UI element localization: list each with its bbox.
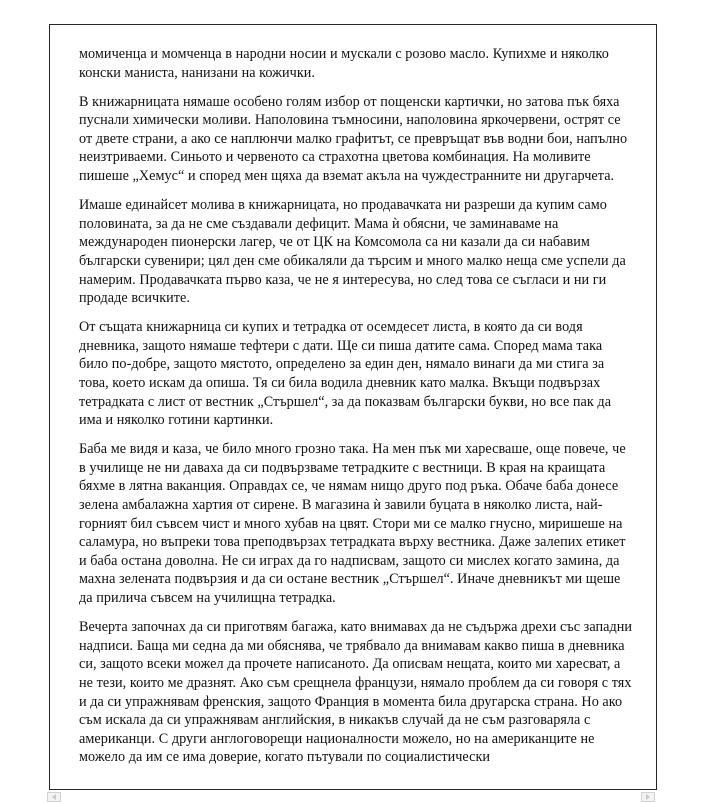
scroll-right-arrow-icon [642,793,654,801]
scroll-left-arrow-icon [48,793,60,801]
scroll-right-button[interactable] [641,792,655,802]
document-page [49,24,657,790]
paragraph-1: момиченца и момченца в народни носии и мускали с розово масло. Купихме и няколко конски маниста, нанизани на кожички. [79,46,609,81]
scroll-left-button[interactable] [47,792,61,802]
document-body [79,45,634,777]
paragraph-5: Баба ме видя и каза, че било много грозно така. На мен пък ми харесваше, още повече, че в училище не ни даваха да си подвързваме тетрадките с вестници. В края на краищата бяхме в лятна ваканция. Оправдах се, че нямам нищо друго под ръка. Обаче баба донесе зелена амбалажна хартия от сирене. В магазина ѝ завили буцата в няколко листа, най-горният бил съвсем чист и много хубав на цвят. Стори ми се малко гнусно, миришеше на саламура, но въпреки това преподвързах тетрадката върху вестника. Даже залепих етикет и баба остана доволна. Не си играх да го надписвам, защото си мислех когато замина, да махна зелената подвързия и да си остане вестник „Стършел“. Иначе дневникът ми щеше да прилича съвсем на училищна тетрадка. [79,441,626,607]
paragraph-3: Имаше единайсет молива в книжарницата, но продавачката ни разреши да купим само половината, за да не сме създавали дефицит. Мама ѝ обясни, че заминаваме на международен пионерски лагер, че от ЦК на Комсомола са ни казали да си набавим български сувенири; цял ден сме обикаляли да търсим и много малко неща сме успели да намерим. Продавачката първо каза, че не я интересува, но след това се съгласи и ни ги продаде всичките. [79,197,626,307]
paragraph-2: В книжарницата нямаше особено голям избор от пощенски картички, но затова пък бяха пуснали химически моливи. Наполовина тъмносини, наполовина яркочервени, острят се от двете страни, а ако се наплюнчи малко графитът, се превръщат във водни бои, напълно неизтриваеми. Синьото и червеното са страхотна цветова комбинация. На моливите пишеше „Хемус“ и според мен щяха да вземат акъла на чуждестранните ни другарчета. [79,93,628,185]
paragraph-4: От същата книжарница си купих и тетрадка от осемдесет листа, в която да си водя дневника, защото нямаше тефтери с дати. Ще си пиша датите сама. Според мама така било по-добре, защото мястото, определено за един ден, нямало винаги да ми стига за това, което искам да опиша. Тя си била водила дневник като малка. Вкъщи подвързах тетрадката с лист от вестник „Стършел“, за да показвам български букви, но все пак да има и няколко готини картинки. [79,319,612,429]
paragraph-6: Вечерта започнах да си приготвям багажа, като внимавах да не съдържа дрехи със западни надписи. Баща ми седна да ми обяснява, че трябвало да внимавам какво пиша в дневника си, защото всеки можел да прочете написаното. Да описвам нещата, които ми харесват, а не тези, които ме дразнят. Ако съм срещнела французи, нямало проблем да си говоря с тях и да си упражнявам френския, защото Франция в момента била другарска страна. Но ако съм искала да си упражнявам английския, в никакъв случай да не съм разговаряла с американци. С други англоговорещи националности можело, но на американците не можело да им се има доверие, когато пътували по социалистически [79,619,633,766]
